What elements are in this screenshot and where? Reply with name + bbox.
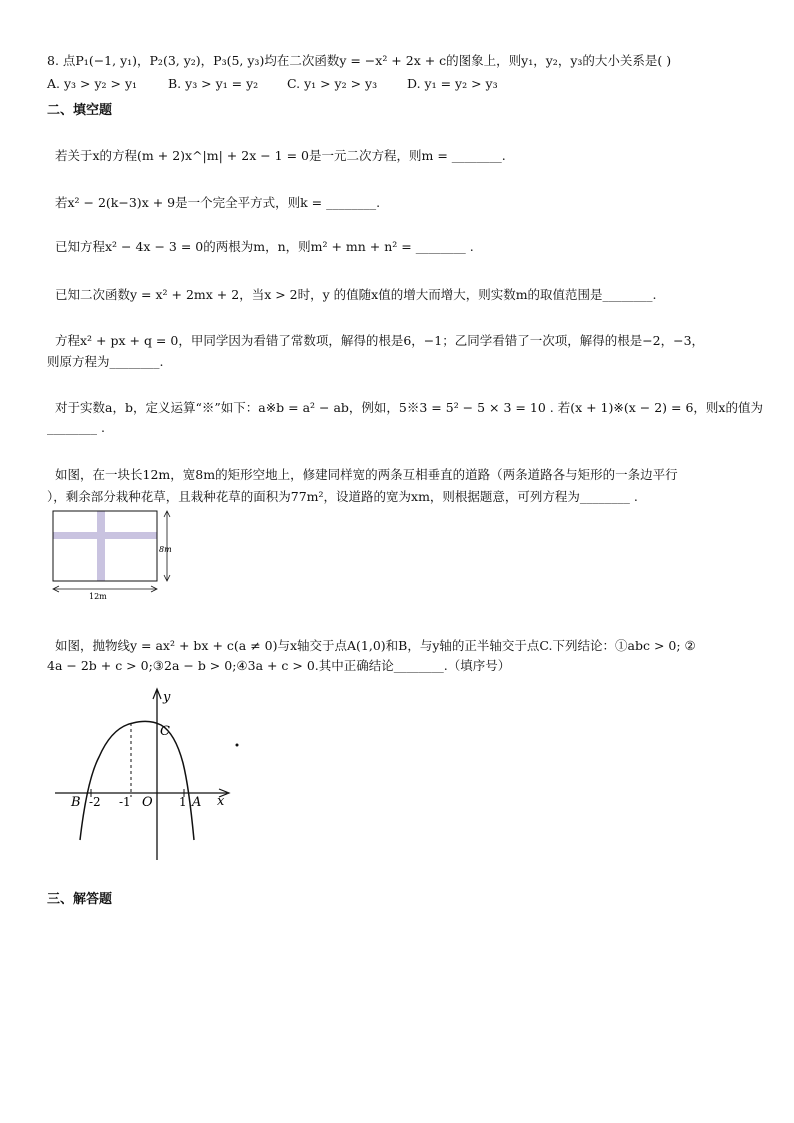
fill-question-2: 若x² − 2(k−3)x + 9是一个完全平方式，则k = ________. xyxy=(55,195,381,210)
parabola-figure xyxy=(47,685,247,865)
road-vertical xyxy=(97,511,105,581)
tick-label-neg2: -2 xyxy=(89,795,101,809)
height-label: 8m xyxy=(159,545,172,554)
y-axis-label: y xyxy=(163,690,171,705)
q8-option-d: D. y₁ = y₂ > y₃ xyxy=(407,76,498,91)
stray-dot xyxy=(236,744,239,747)
x-axis-label: x xyxy=(217,794,225,809)
rectangle-road-figure xyxy=(47,507,187,602)
section-heading-fill: 二、填空题 xyxy=(47,103,113,118)
point-c-label: C xyxy=(160,724,170,739)
fill-question-6-line1: 对于实数a，b，定义运算“※”如下：a※b = a² − ab，例如，5※3 = 5² − 5 × 3 = 10 . 若(x + 1)※(x − 2) = 6，则x的值为 xyxy=(55,400,763,415)
fill-question-7-line1: 如图，在一块长12m，宽8m的矩形空地上，修建同样宽的两条互相垂直的道路（两条道路各与矩形的一条边平行 xyxy=(55,467,678,482)
q8-option-c: C. y₁ > y₂ > y₃ xyxy=(287,76,378,91)
q8-option-a: A. y₃ > y₂ > y₁ xyxy=(47,76,138,91)
tick-label-1: 1 xyxy=(179,795,187,809)
origin-label: O xyxy=(142,795,153,810)
width-label: 12m xyxy=(89,592,107,601)
section-heading-answer: 三、解答题 xyxy=(47,892,113,907)
fill-question-8-line2: 4a − 2b + c > 0;③2a − b > 0;④3a + c > 0.其中正确结论________.（填序号） xyxy=(47,658,511,673)
fill-question-6-line2: ________ . xyxy=(47,420,105,435)
fill-question-1: 若关于x的方程(m + 2)x^|m| + 2x − 1 = 0是一元二次方程，则m = ________. xyxy=(55,148,506,163)
fill-question-5-line1: 方程x² + px + q = 0，甲同学因为看错了常数项，解得的根是6，−1；乙同学看错了一次项，解得的根是−2，−3， xyxy=(55,333,705,348)
fill-question-7-line2: ），剩余部分栽种花草，且栽种花草的面积为77m²，设道路的宽为xm，则根据题意，可列方程为________ . xyxy=(47,489,638,504)
fill-question-4: 已知二次函数y = x² + 2mx + 2，当x > 2时，y 的值随x值的增大而增大，则实数m的取值范围是________. xyxy=(55,287,657,302)
fill-question-8-line1: 如图，抛物线y = ax² + bx + c(a ≠ 0)与x轴交于点A(1,0)和B，与y轴的正半轴交于点C.下列结论：①abc > 0; ② xyxy=(55,638,696,653)
q8-option-b: B. y₃ > y₁ = y₂ xyxy=(168,76,259,91)
point-a-label: A xyxy=(192,795,202,810)
fill-question-5-line2: 则原方程为________. xyxy=(47,354,164,369)
tick-label-neg1: -1 xyxy=(119,795,131,809)
parabola-curve xyxy=(80,721,194,840)
q8-stem: 8. 点P₁(−1, y₁)，P₂(3, y₂)，P₃(5, y₃)均在二次函数y = −x² + 2x + c的图象上，则y₁，y₂，y₃的大小关系是( ) xyxy=(47,53,672,68)
fill-question-3: 已知方程x² − 4x − 3 = 0的两根为m，n，则m² + mn + n² = ________ . xyxy=(55,239,474,254)
point-b-label: B xyxy=(71,795,81,810)
